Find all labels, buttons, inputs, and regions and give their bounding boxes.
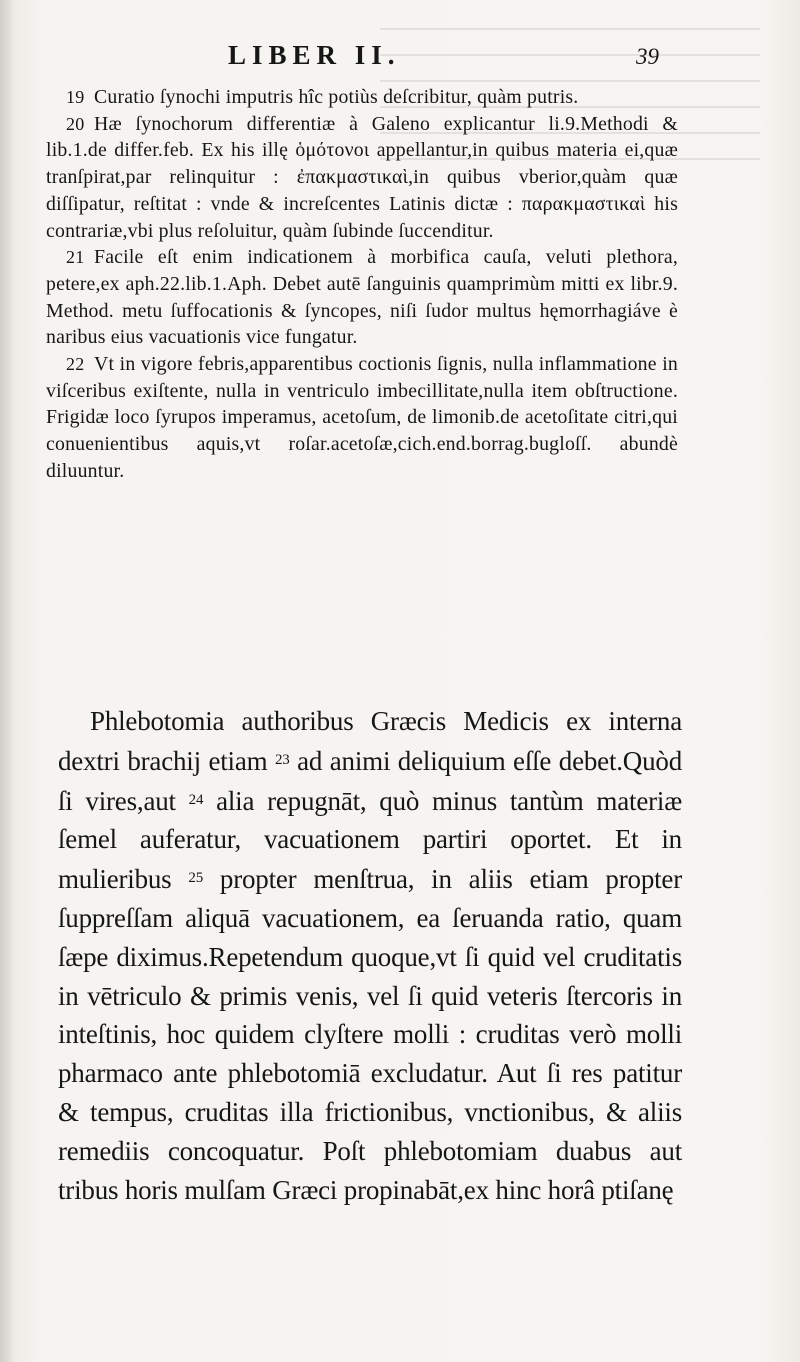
note-number: 22 <box>66 354 85 375</box>
page-gutter-shadow <box>0 0 14 1362</box>
main-text-block <box>58 702 682 1209</box>
main-paragraph <box>58 702 682 1209</box>
paragraph-text: Phlebotomia authoribus Græcis Medicis ex interna dextri brachij etiam <box>58 706 682 776</box>
footnote-reference: 25 <box>188 870 203 887</box>
annotation-note <box>46 84 678 111</box>
annotation-note <box>46 111 678 245</box>
paragraph-text: propter menſtrua, in aliis etiam propter ſuppreſſam aliquā vacuationem, ea ſeruanda ratio, quam ſæpe diximus.Repetendum quoque,vt ſi quid vel cruditatis in vētriculo & primis venis, vel ſi quid veteris ſtercoris in inteſtinis, hoc quidem clyſtere molli : cruditas verò molli pharmaco ante phlebotomiā excludatur. Aut ſi res patitur & tempus, cruditas illa frictionibus, vnctionibus, & aliis remediis concoquatur. Poſt phlebotomiam duabus aut tribus horis mulſam Græci propinabāt,ex hinc horâ ptiſanę <box>58 864 682 1205</box>
note-number: 21 <box>66 247 85 268</box>
note-text: Facile eſt enim indicationem à morbifica cauſa, veluti plethora, petere,ex aph.22.lib.1.Aph. Debet autē ſanguinis quamprimùm mitti ex libr.9. Method. metu ſuffocationis & ſyncopes, niſi ſudor multus hęmorrhagiáve è naribus eius vacuationis vice fungatur. <box>46 246 678 349</box>
note-number: 19 <box>66 87 85 107</box>
paragraph-text: alia repugnāt, quò minus tantùm materiæ ſemel auferatur, vacuationem partiri oportet. Et in mulieribus <box>58 785 682 895</box>
paragraph-text: ad animi deliquium eſſe debet.Quòd ſi vires,aut <box>58 745 682 816</box>
page-number: 39 <box>636 44 659 69</box>
note-number: 20 <box>66 113 85 134</box>
note-text: Vt in vigore febris,apparentibus coctionis ſignis, nulla inflammatione in viſceribus exiſtente, nulla in ventriculo imbecillitate,nulla item obſtructione. Frigidæ loco ſyrupos imperamus, acetoſum, de limonib.de acetoſitate citri,qui conuenientibus aquis,vt roſar.acetoſæ,cich.end.borrag.bugloſſ. abundè diluuntur. <box>46 353 678 482</box>
note-text: Curatio ſynochi imputris hîc potiùs deſcribitur, quàm putris. <box>94 86 579 108</box>
note-text: Hæ ſynochorum differentiæ à Galeno explicantur li.9.Methodi & lib.1.de differ.feb. Ex his illę ὁμότονοι appellantur,in quibus materia ei,quæ tranſpirat,par relinquitur : ἐπακμαστικαὶ,in quibus vberior,quàm quæ diſſipatur, reſtitat : vnde & increſcentes Latinis dictæ : παρακμαστικαὶ his contrariæ,vbi plus reſoluitur, quàm ſubinde ſuccenditur. <box>46 112 678 242</box>
page-header <box>0 40 800 80</box>
footnote-reference: 24 <box>188 791 204 808</box>
annotation-note <box>46 351 678 485</box>
annotation-note <box>46 244 678 351</box>
running-title: LIBER II. <box>228 40 401 70</box>
annotations-block <box>46 84 678 485</box>
footnote-reference: 23 <box>274 751 290 768</box>
